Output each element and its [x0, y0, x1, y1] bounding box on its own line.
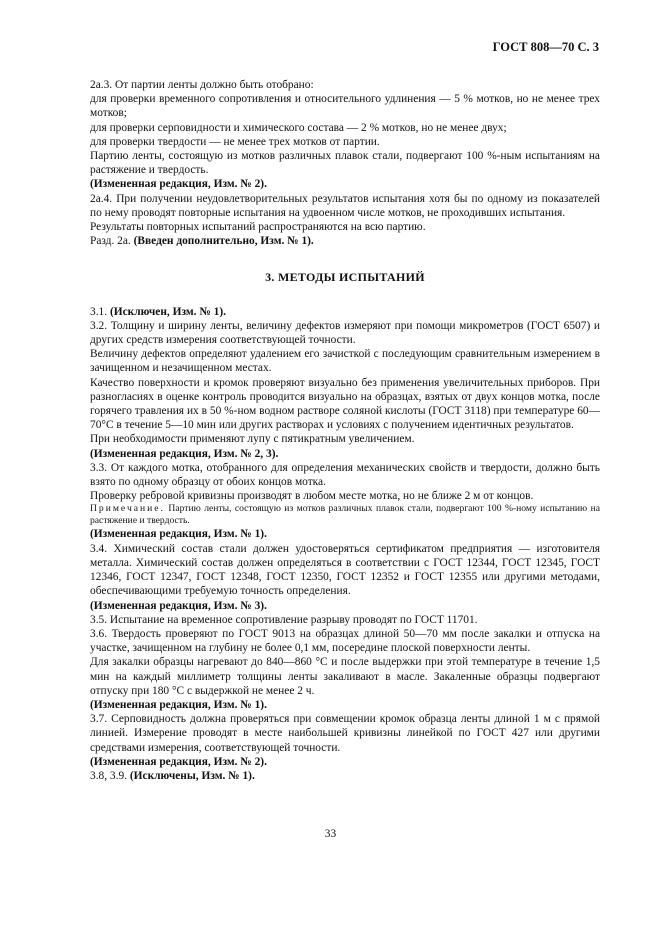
clause-3-6-quench: Для закалки образцы нагревают до 840—860 °С и после выдержки при этой температуре в течение 1,5 мин на каждый миллиметр толщины ленты закаливают в масле. Закаленные образцы подвергают отпуску при 180 °С с выдержкой не менее 2 ч.	[90, 656, 600, 697]
paragraph-2a3-item1: для проверки временного сопротивления и относительного удлинения — 5 % мотков, но не менее трех мотков;	[90, 93, 600, 120]
clause-3-1	[90, 305, 600, 319]
note-label: Примечание.	[90, 503, 165, 515]
section-2a-note	[90, 234, 600, 248]
amendment-note: (Измененная редакция, Изм. № 2).	[90, 755, 267, 768]
document-body	[90, 78, 600, 783]
note	[90, 503, 600, 527]
clause-3-2: 3.2. Толщину и ширину ленты, величину дефектов измеряют при помощи микрометров (ГОСТ 6507) и других средств измерения соответствующей точности.	[90, 319, 600, 347]
paragraph-2a3-item2: для проверки серповидности и химического состава — 2 % мотков, но не менее двух;	[90, 121, 507, 134]
page-header: ГОСТ 808—70 С. 3	[492, 40, 599, 54]
clause-3-2-surface: Качество поверхности и кромок проверяют визуально без применения увеличительных приборов. При разногласиях в оценке контроль проводится визуально на образцах, взятых от двух концов мотка, после горячего травления их в 50 %-ном водном растворе соляной кислоты (ГОСТ 3118) при температуре 60—70°С в течение 5—10 мин или других растворах и условиях с получением идентичных результатов.	[90, 376, 600, 432]
clause-3-2-magnifier: При необходимости применяют лупу с пятикратным увеличением.	[90, 433, 415, 446]
clause-3-8-3-9	[90, 769, 600, 783]
amendment-note: (Введен дополнительно, Изм. № 1).	[133, 235, 314, 248]
amendment-note: (Исключены, Изм. № 1).	[129, 769, 255, 782]
clause-number: 3.1.	[90, 305, 108, 318]
amendment-note: (Измененная редакция, Изм. № 3).	[90, 599, 267, 612]
paragraph-2a4: 2а.4. При получении неудовлетворительных результатов испытания хотя бы по одному из показателей по нему проводят повторные испытания на удвоенном числе мотков, не проходивших испытания.	[90, 192, 600, 219]
clause-3-6: 3.6. Твердость проверяют по ГОСТ 9013 на образцах длиной 50—70 мм после закалки и отпуска на участке, зачищенном на глубину не более 0,1 мм, посередине плоской поверхности ленты.	[90, 627, 600, 655]
amendment-note: (Исключен, Изм. № 1).	[109, 305, 226, 318]
amendment-note: (Измененная редакция, Изм. № 1).	[90, 698, 267, 711]
clause-3-5: 3.5. Испытание на временное сопротивление разрыву проводят по ГОСТ 11701.	[90, 613, 478, 626]
section-ref: Разд. 2а.	[90, 235, 131, 248]
clause-number: 3.8, 3.9.	[90, 769, 128, 782]
paragraph-2a3: 2а.3. От партии ленты должно быть отобрано:	[90, 79, 314, 91]
amendment-note: (Измененная редакция, Изм. № 2).	[90, 178, 267, 191]
clause-3-3-curvature: Проверку ребровой кривизны производят в любом месте мотка, но не ближе 2 м от концов.	[90, 490, 534, 503]
clause-3-4: 3.4. Химический состав стали должен удостоверяться сертификатом предприятия — изготовителя металла. Химический состав должен определяться в соответствии с ГОСТ 12344, ГОСТ 12345, ГОСТ 12346, ГОСТ 12347, ГОСТ 12348, ГОСТ 12350, ГОСТ 12352 и ГОСТ 12355 или другими методами, обеспечивающими требуемую точность определения.	[90, 542, 600, 598]
clause-3-2-defects: Величину дефектов определяют удалением его зачисткой с последующим сравнительным измерением в зачищенном и незачищенном местах.	[90, 348, 600, 375]
paragraph-2a4-result: Результаты повторных испытаний распространяются на всю партию.	[90, 221, 426, 234]
page-number: 33	[324, 828, 337, 840]
section-heading: 3. МЕТОДЫ ИСПЫТАНИЙ	[265, 270, 425, 285]
paragraph-2a3-item3: для проверки твердости — не менее трех мотков от партии.	[90, 135, 380, 148]
clause-3-7: 3.7. Серповидность должна проверяться при совмещении кромок образца ленты длиной 1 м с прямой линией. Измерение проводят в месте наибольшей кривизны линейкой по ГОСТ 427 или другими средствами измерения, соответствующей точности.	[90, 713, 600, 754]
paragraph-2a3-note: Партию ленты, состоящую из мотков различных плавок стали, подвергают 100 %-ным испытаниям на растяжение и твердость.	[90, 150, 600, 177]
amendment-note: (Измененная редакция, Изм. № 1).	[90, 528, 267, 541]
note-text: Партию ленты, состоящую из мотков различных плавок стали, подвергают 100 %-ному испытанию на растяжение и твердость.	[90, 503, 600, 527]
amendment-note: (Измененная редакция, Изм. № 2, 3).	[90, 447, 279, 460]
clause-3-3: 3.3. От каждого мотка, отобранного для определения механических свойств и твердости, должно быть взято по одному образцу от обоих концов мотка.	[90, 461, 600, 489]
